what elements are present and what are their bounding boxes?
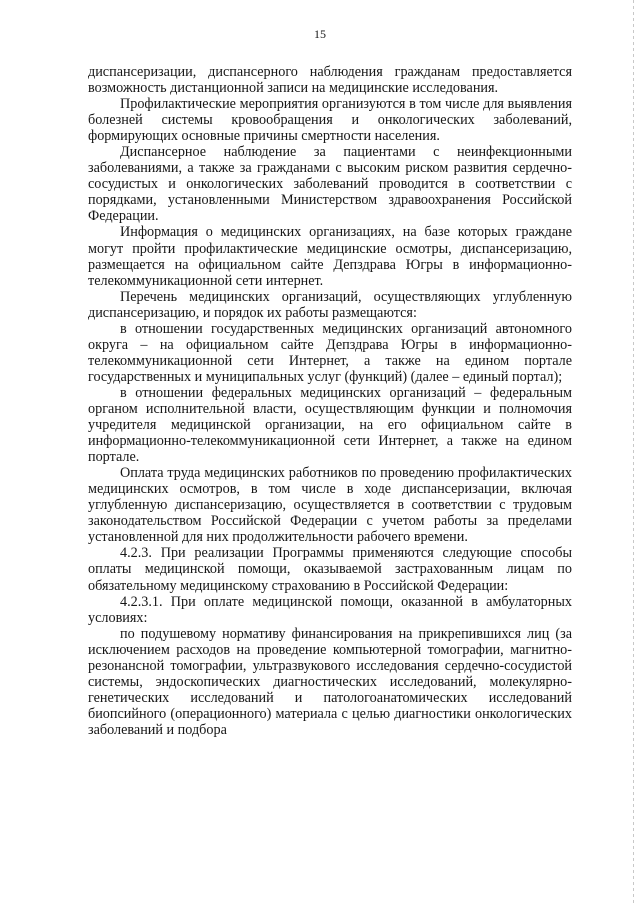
paragraph-4: Информация о медицинских организациях, на базе которых граждане могут пройти профилактические медицинские осмотры, диспансеризацию, размещается на официальном сайте Депздрава Югры в информационно-телекоммуникационной сети интернет.: [88, 224, 572, 289]
paragraph-10: 4.2.3.1. При оплате медицинской помощи, оказанной в амбулаторных условиях:: [88, 593, 572, 626]
paragraph-5: Перечень медицинских организаций, осуществляющих углубленную диспансеризацию, и порядок их работы размещаются:: [88, 288, 572, 321]
paragraph-2: Профилактические мероприятия организуются в том числе для выявления болезней системы кровообращения и онкологических заболеваний, формирующих основные причины смертности населения.: [88, 96, 572, 145]
paragraph-11: по подушевому нормативу финансирования на прикрепившихся лиц (за исключением расходов на проведение компьютерной томографии, магнитно-резонансной томографии, ультразвукового исследования сердечно-сосудистой системы, эндоскопических диагностических исследований, молекулярно-генетических исследований и патологоанатомических исследований биопсийного (операционного) материала с целью диагностики онкологических заболеваний и подбора: [88, 625, 572, 738]
paragraph-3: Диспансерное наблюдение за пациентами с неинфекционными заболеваниями, а также за гражданами с высоким риском развития сердечно-сосудистых и онкологических заболеваний проводится в соответствии с порядками, установленными Министерством здравоохранения Российской Федерации.: [88, 144, 572, 225]
paragraph-1: диспансеризации, диспансерного наблюдения гражданам предоставляется возможность дистанционной записи на медицинские исследования.: [88, 64, 572, 97]
paragraph-9: 4.2.3. При реализации Программы применяются следующие способы оплаты медицинской помощи, оказываемой застрахованным лицам по обязательному медицинскому страхованию в Российской Федерации:: [88, 545, 572, 594]
scan-edge: [633, 0, 634, 905]
body-text: [88, 64, 572, 738]
paragraph-6: в отношении государственных медицинских организаций автономного округа – на официальном сайте Депздрава Югры в информационно-телекоммуникационной сети Интернет, а также на едином портале государственных и муниципальных услуг (функций) (далее – единый портал);: [88, 320, 572, 385]
paragraph-8: Оплата труда медицинских работников по проведению профилактических медицинских осмотров, в том числе в ходе диспансеризации, включая углубленную диспансеризацию, осуществляется в соответствии с трудовым законодательством Российской Федерации с учетом работы за пределами установленной для них продолжительности рабочего времени.: [88, 465, 572, 546]
paragraph-7: в отношении федеральных медицинских организаций – федеральным органом исполнительной власти, осуществляющим функции и полномочия учредителя медицинской организации, на его официальном сайте в информационно-телекоммуникационной сети Интернет, а также на едином портале.: [88, 384, 572, 466]
page-number: 15: [314, 27, 326, 41]
